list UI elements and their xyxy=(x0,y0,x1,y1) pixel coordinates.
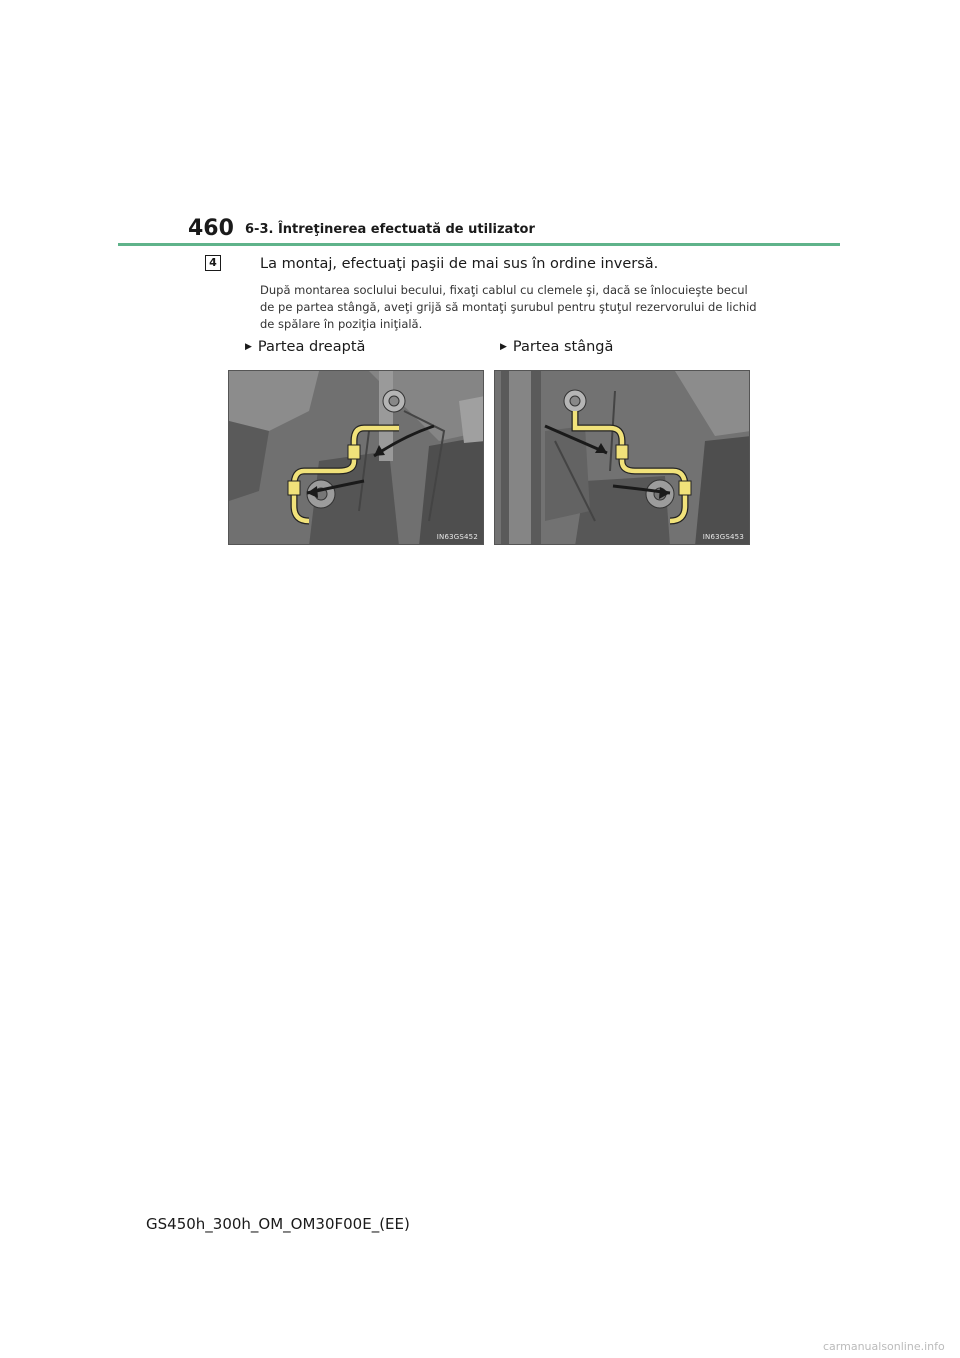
header-rule xyxy=(118,243,840,246)
caption-left-side xyxy=(500,339,613,355)
clip xyxy=(348,445,360,459)
figure-code: IN63GS452 xyxy=(436,533,478,541)
section-title: 6-3. Întreţinerea efectuată de utilizator xyxy=(245,222,535,237)
clip xyxy=(679,481,691,495)
caption-text: Partea stângă xyxy=(512,339,614,355)
step-note: După montarea soclului becului, fixaţi cablul cu clemele şi, dacă se înlocuieşte becul de pe partea stângă, aveţi grijă să montaţi şurubul pentru ştuţul rezervorului de lichid de spălare în poziţia iniţială. xyxy=(260,283,757,331)
engine-bay-illustration-left xyxy=(495,371,750,545)
watermark: carmanualsonline.info xyxy=(823,1340,945,1353)
step-text: La montaj, efectuaţi paşii de mai sus în ordine inversă. xyxy=(260,256,659,272)
footer-document-code: GS450h_300h_OM_OM30F00E_(EE) xyxy=(146,1215,410,1233)
clip xyxy=(288,481,300,495)
caption-text: Partea dreaptă xyxy=(257,339,366,355)
clip xyxy=(616,445,628,459)
triangle-bullet-icon: ▶ xyxy=(245,342,252,352)
triangle-bullet-icon: ▶ xyxy=(500,342,507,352)
figure-right-side xyxy=(228,370,484,545)
step-number-badge: 4 xyxy=(205,255,221,271)
caption-right-side xyxy=(245,339,365,355)
figure-left-side xyxy=(494,370,750,545)
engine-bay-illustration-right xyxy=(229,371,484,545)
figure-code: IN63GS453 xyxy=(702,533,744,541)
page-number: 460 xyxy=(188,216,234,241)
